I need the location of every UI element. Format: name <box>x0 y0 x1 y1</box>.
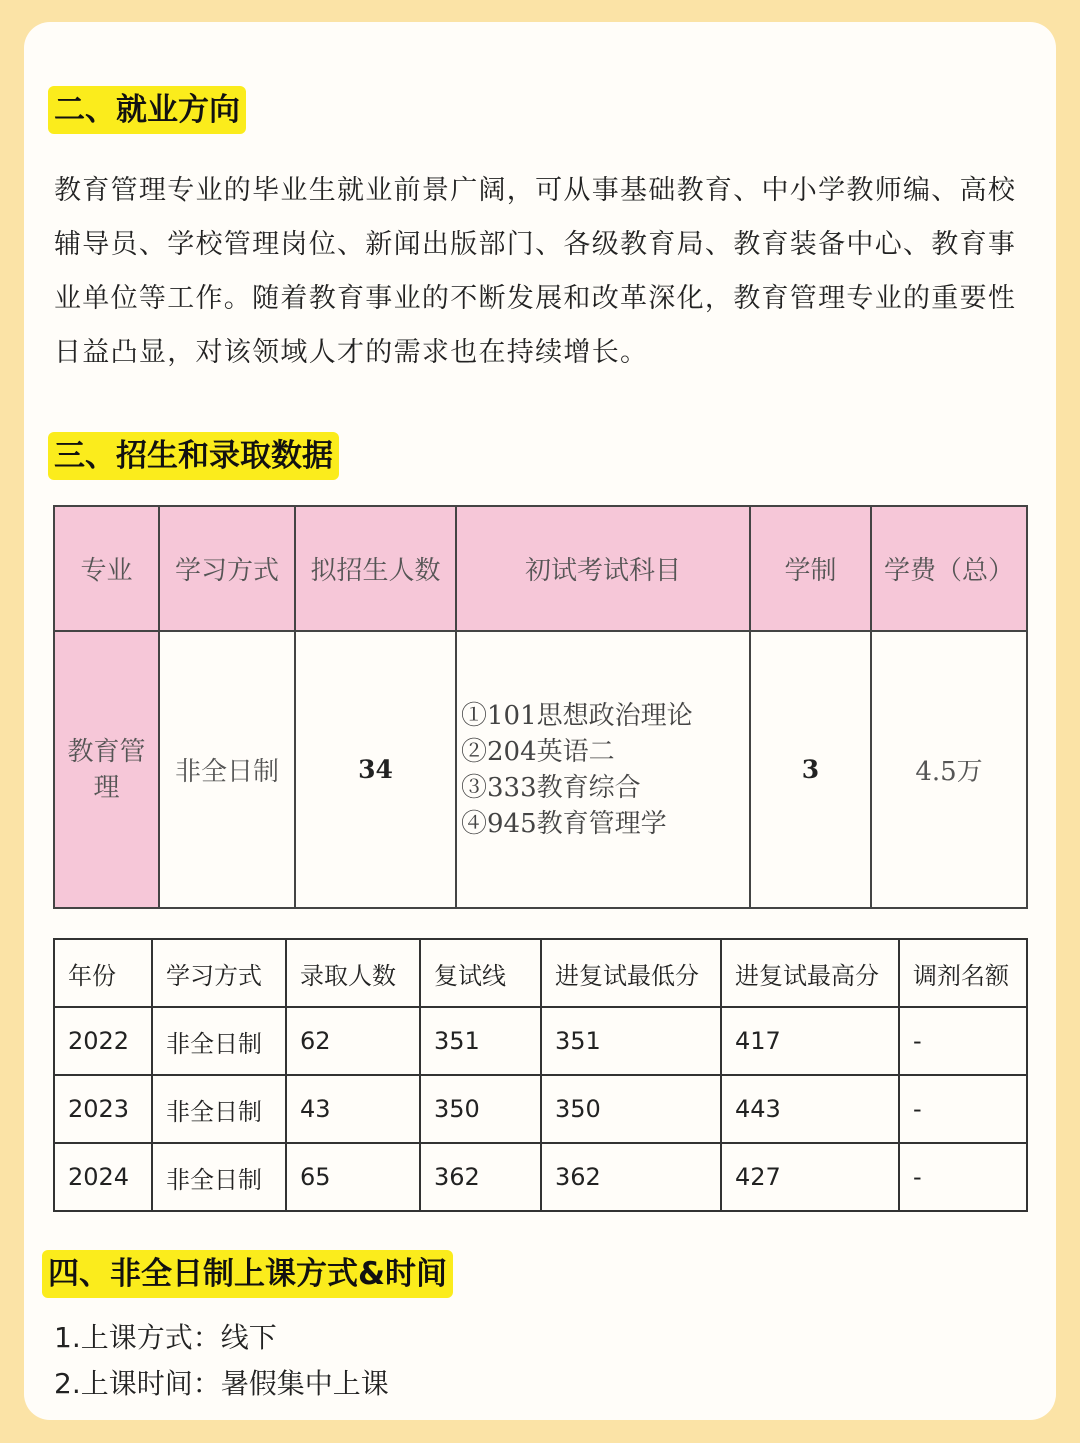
cell-min-score: 350 <box>541 1075 721 1143</box>
cell-admitted: 65 <box>286 1143 420 1211</box>
cell-max-score: 443 <box>721 1075 899 1143</box>
header-year: 年份 <box>54 939 152 1007</box>
header-study-mode: 学习方式 <box>152 939 286 1007</box>
cell-major: 教育管理 <box>54 631 159 908</box>
header-tuition: 学费（总） <box>871 506 1027 631</box>
header-major: 专业 <box>54 506 159 631</box>
cell-year: 2022 <box>54 1007 152 1075</box>
table-row <box>54 1075 1027 1143</box>
cell-duration: 3 <box>750 631 871 908</box>
header-study-mode: 学习方式 <box>159 506 295 631</box>
header-duration: 学制 <box>750 506 871 631</box>
list-item: 1.上课方式：线下 <box>54 1321 277 1354</box>
admission-stats-table <box>53 938 1028 1212</box>
cell-study-mode: 非全日制 <box>159 631 295 908</box>
header-exam-subjects: 初试考试科目 <box>456 506 750 631</box>
cell-retest-line: 351 <box>420 1007 541 1075</box>
section-heading-admission: 三、招生和录取数据 <box>48 432 339 480</box>
cell-quota: 34 <box>295 631 456 908</box>
cell-study-mode: 非全日制 <box>152 1075 286 1143</box>
table-header-row <box>54 939 1027 1007</box>
cell-max-score: 427 <box>721 1143 899 1211</box>
cell-study-mode: 非全日制 <box>152 1143 286 1211</box>
cell-study-mode: 非全日制 <box>152 1007 286 1075</box>
header-max-score: 进复试最高分 <box>721 939 899 1007</box>
header-transfer-quota: 调剂名额 <box>899 939 1027 1007</box>
cell-retest-line: 350 <box>420 1075 541 1143</box>
section-heading-employment: 二、就业方向 <box>48 86 246 134</box>
header-admitted: 录取人数 <box>286 939 420 1007</box>
cell-exam-subjects <box>456 631 750 908</box>
program-info-table <box>53 505 1028 909</box>
subject-item: ④945教育管理学 <box>461 808 667 839</box>
cell-tuition: 4.5万 <box>871 631 1027 908</box>
employment-paragraph: 教育管理专业的毕业生就业前景广阔，可从事基础教育、中小学教师编、高校辅导员、学校管理岗位、新闻出版部门、各级教育局、教育装备中心、教育事业单位等工作。随着教育事业的不断发展和改革深化，教育管理专业的重要性日益凸显，对该领域人才的需求也在持续增长。 <box>54 175 1017 368</box>
subject-item: ①101思想政治理论 <box>461 700 693 731</box>
cell-min-score: 351 <box>541 1007 721 1075</box>
cell-transfer-quota: - <box>899 1075 1027 1143</box>
schedule-list <box>54 1315 389 1407</box>
cell-admitted: 62 <box>286 1007 420 1075</box>
cell-max-score: 417 <box>721 1007 899 1075</box>
subject-item: ③333教育综合 <box>461 772 641 803</box>
list-item: 2.上课时间：暑假集中上课 <box>54 1367 389 1400</box>
cell-transfer-quota: - <box>899 1143 1027 1211</box>
cell-transfer-quota: - <box>899 1007 1027 1075</box>
section-heading-class-schedule: 四、非全日制上课方式&时间 <box>42 1250 453 1298</box>
table-row <box>54 1143 1027 1211</box>
cell-admitted: 43 <box>286 1075 420 1143</box>
cell-year: 2024 <box>54 1143 152 1211</box>
cell-year: 2023 <box>54 1075 152 1143</box>
subject-item: ②204英语二 <box>461 736 615 767</box>
header-retest-line: 复试线 <box>420 939 541 1007</box>
header-min-score: 进复试最低分 <box>541 939 721 1007</box>
cell-retest-line: 362 <box>420 1143 541 1211</box>
header-quota: 拟招生人数 <box>295 506 456 631</box>
cell-min-score: 362 <box>541 1143 721 1211</box>
table-row <box>54 1007 1027 1075</box>
